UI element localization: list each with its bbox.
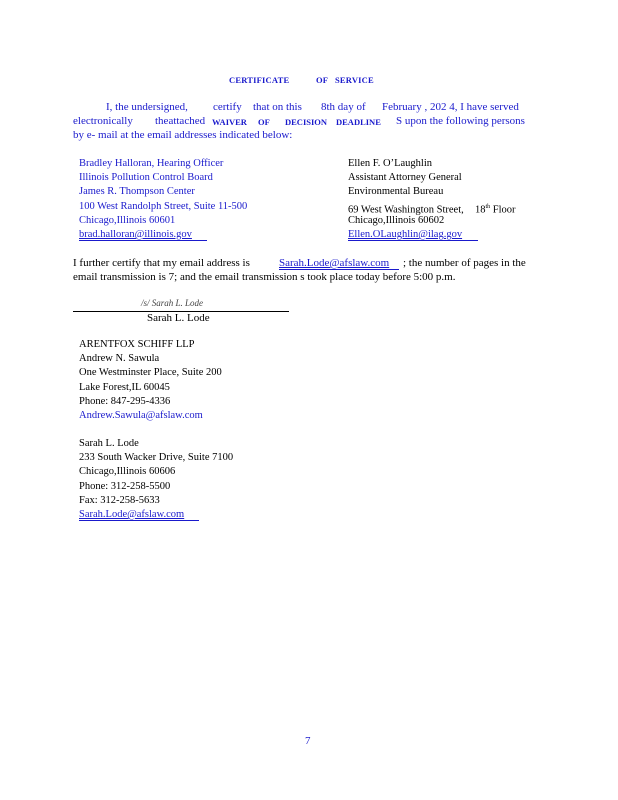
left-line-4: 100 West Randolph Street, Suite 11-500 xyxy=(79,200,248,212)
firm-line-5: Phone: 847-295-4336 xyxy=(79,395,171,407)
title-certificate: CERTIFICATE xyxy=(229,75,290,85)
para1-of: OF xyxy=(258,117,270,127)
service-list-right xyxy=(348,157,516,228)
halloran-email-underline xyxy=(79,240,207,241)
para2-line1-b: ; the number of pages in the xyxy=(403,257,526,269)
para1-line2-b: theattached xyxy=(155,115,206,127)
para1-deadline: DEADLINE xyxy=(336,117,381,127)
left-line-5: Chicago,Illinois 60601 xyxy=(79,214,176,226)
olaughlin-email-underline xyxy=(348,240,478,241)
sawula-email[interactable]: Andrew.Sawula@afslaw.com xyxy=(79,410,203,421)
firm-line-4: Lake Forest,IL 60045 xyxy=(79,381,170,393)
firm-line-3: One Westminster Place, Suite 200 xyxy=(79,367,222,379)
para1-line1-c: that on this xyxy=(253,101,302,113)
halloran-email-link[interactable]: brad.halloran@illinois.gov xyxy=(79,229,192,240)
para1-waiver: WAIVER xyxy=(212,117,247,127)
right-floor-tail: Floor xyxy=(490,204,516,216)
para1-line2-g: S upon the following persons xyxy=(396,115,525,127)
electronic-signature: /s/ Sarah L. Lode xyxy=(141,298,204,308)
firm-line-2: Andrew N. Sawula xyxy=(79,353,160,365)
right-line-2: Assistant Attorney General xyxy=(348,172,462,184)
right-line-3: Environmental Bureau xyxy=(348,186,444,198)
right-line-1: Ellen F. O’Laughlin xyxy=(348,158,433,169)
service-list-left xyxy=(79,157,247,228)
lode-email-underline xyxy=(79,520,199,521)
signer-name: Sarah L. Lode xyxy=(147,312,210,324)
para1-line1-e: February , 202 4, I have served xyxy=(382,101,519,113)
right-line-4 xyxy=(348,200,516,214)
para2-line1-a: I further certify that my email address is xyxy=(73,257,250,269)
right-floor-sup: th xyxy=(485,203,491,210)
para1-line1-b: certify xyxy=(213,101,242,113)
para1-line1-a: I, the undersigned, xyxy=(106,101,188,113)
left-line-1: Bradley Halloran, Hearing Officer xyxy=(79,158,224,169)
para1-line3: by e- mail at the email addresses indicated below: xyxy=(73,129,293,141)
para1-decision: DECISION xyxy=(285,117,328,127)
left-line-2: Illinois Pollution Control Board xyxy=(79,172,213,184)
para2-line2: email transmission is 7; and the email transmission s took place today before 5:00 p.m. xyxy=(73,271,456,283)
lode-line-2: 233 South Wacker Drive, Suite 7100 xyxy=(79,452,234,464)
left-line-3: James R. Thompson Center xyxy=(79,186,195,198)
firm-block xyxy=(79,338,222,409)
title-of: OF xyxy=(316,75,329,85)
lode-email-link[interactable]: Sarah.Lode@afslaw.com xyxy=(79,509,185,520)
title-service: SERVICE xyxy=(335,75,374,85)
para1-line1-d: 8th day of xyxy=(321,101,366,113)
right-floor-num: 18 xyxy=(475,204,486,216)
olaughlin-email-link[interactable]: Ellen.OLaughlin@ilag.gov xyxy=(348,229,463,240)
sarah-email-link[interactable]: Sarah.Lode@afslaw.com xyxy=(279,257,390,269)
right-street: 69 West Washington Street, xyxy=(348,204,464,216)
page-number: 7 xyxy=(305,735,311,747)
firm-line-1: ARENTFOX SCHIFF LLP xyxy=(79,339,195,350)
lode-line-3: Chicago,Illinois 60606 xyxy=(79,466,176,478)
lode-line-1: Sarah L. Lode xyxy=(79,438,139,449)
sarah-email-underline xyxy=(279,269,399,270)
lode-line-5: Fax: 312-258-5633 xyxy=(79,494,160,506)
right-line-5: Chicago,Illinois 60602 xyxy=(348,214,445,226)
lode-block xyxy=(79,437,233,508)
para1-line2-a: electronically xyxy=(73,115,133,127)
lode-line-4: Phone: 312-258-5500 xyxy=(79,480,171,492)
